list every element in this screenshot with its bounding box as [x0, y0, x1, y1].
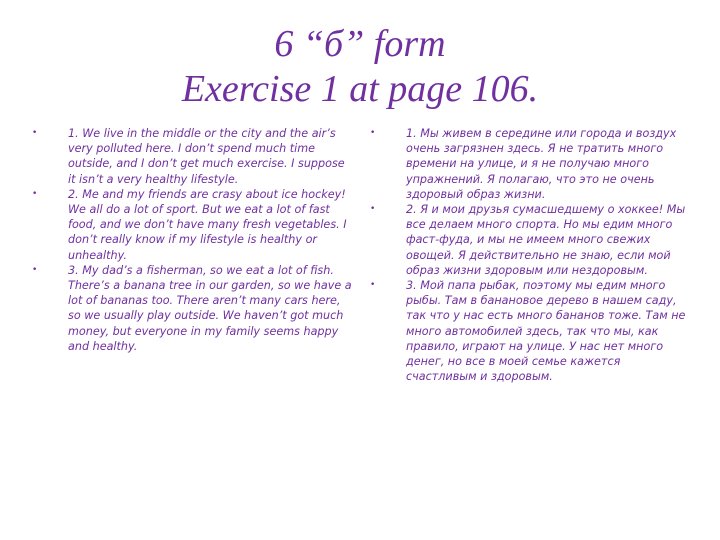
- english-text-column: [32, 126, 352, 354]
- list-item-text: 3. Мой папа рыбак, поэтому мы едим много рыбы. Там в банановое дерево в нашем саду, так что у нас есть много бананов тоже. Там не много автомобилей здесь, так что мы, как правило, играют на улице. У нас нет много денег, но все в моей семье кажется счастливым и здоровым.: [406, 279, 686, 384]
- slide-title: [40, 22, 680, 112]
- list-item: [370, 202, 688, 278]
- bullet-icon: •: [32, 264, 38, 275]
- list-item: [32, 263, 352, 354]
- list-item-text: 3. My dad’s a fisherman, so we eat a lot of fish. There’s a banana tree in our garden, so we have a lot of bananas too. There aren’t many cars here, so we usually play outside. We haven’t got much money, but everyone in my family seems happy and healthy.: [68, 263, 352, 353]
- russian-text-column: [370, 126, 688, 384]
- list-item-text: 2. Я и мои друзья сумасшедшему о хоккее! Мы все делаем много спорта. Но мы едим много фаст-фуда, и мы не имеем много свежих овощей. Я действительно не знаю, если мой образ жизни здоровым или нездоровым.: [406, 203, 686, 277]
- list-item: [370, 278, 688, 384]
- bullet-icon: •: [32, 128, 38, 138]
- title-line-2: Exercise 1 at page 106.: [181, 68, 539, 110]
- list-item: [32, 187, 352, 263]
- bullet-icon: •: [32, 188, 38, 199]
- list-item: [32, 126, 352, 187]
- list-item-text: 1. We live in the middle or the city and the air’s very polluted here. I don’t spend much time outside, and I don’t get much exercise. I suppose it isn’t a very healthy lifestyle.: [68, 127, 345, 186]
- list-item-text: 1. Мы живем в середине или города и воздух очень загрязнен здесь. Я не тратить много времени на улице, и я не получаю много упражнений. Я полагаю, что это не очень здоровый образ жизни.: [406, 127, 677, 201]
- bullet-icon: •: [370, 128, 376, 138]
- list-item: [370, 126, 688, 202]
- bullet-icon: •: [370, 280, 376, 291]
- list-item-text: 2. Me and my friends are crasy about ice hockey! We all do a lot of sport. But we eat a lot of fast food, and we don’t have many fresh vegetables. I don’t really know if my lifestyle is healthy or unhealthy.: [68, 187, 347, 262]
- bullet-icon: •: [370, 204, 376, 215]
- title-line-1: 6 “б” form: [274, 23, 446, 65]
